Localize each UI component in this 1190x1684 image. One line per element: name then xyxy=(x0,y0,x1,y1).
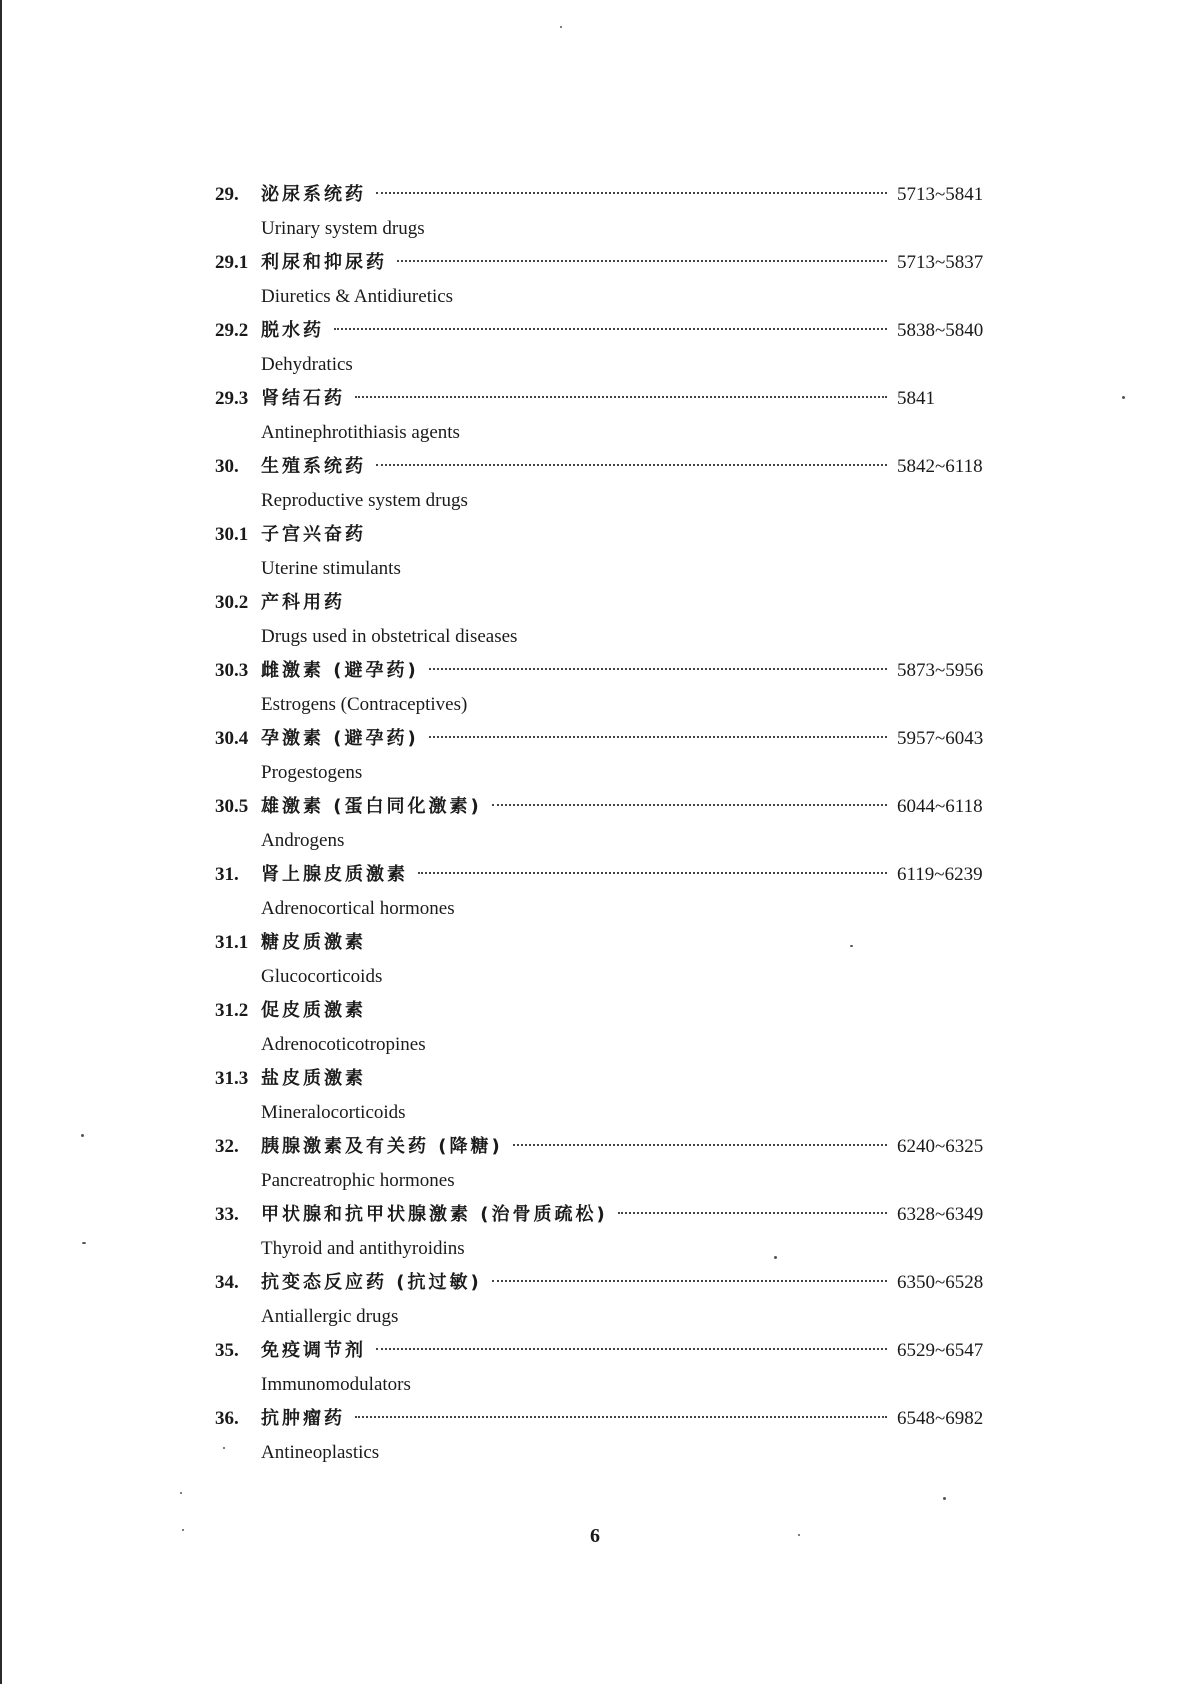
toc-entry-title-zh: 脱水药 xyxy=(261,320,324,341)
toc-entry-title-zh: 糖皮质激素 xyxy=(261,932,366,953)
toc-entry-title-zh: 子宫兴奋药 xyxy=(261,524,366,545)
toc-entry xyxy=(215,1334,1005,1402)
dot-leader xyxy=(355,396,887,398)
toc-entry xyxy=(215,1130,1005,1198)
scan-speck xyxy=(82,1242,86,1244)
toc-entry-heading xyxy=(215,314,1005,348)
toc-entry xyxy=(215,994,1005,1062)
toc-entry-heading xyxy=(215,994,1005,1028)
page-number: 6 xyxy=(590,1525,600,1547)
toc-entry-pages: 5838~5840 xyxy=(897,320,984,341)
toc-entry-heading xyxy=(215,722,1005,756)
toc-entry-number: 29.2 xyxy=(215,320,249,341)
toc-entry-heading xyxy=(215,1198,1005,1232)
scan-speck xyxy=(182,1529,184,1531)
toc-entry-number: 29.3 xyxy=(215,388,249,409)
scan-speck xyxy=(774,1256,777,1259)
toc-entry xyxy=(215,518,1005,586)
toc-entry-title-en: Antiallergic drugs xyxy=(261,1306,399,1327)
toc-entry-title-zh: 胰腺激素及有关药 (降糖) xyxy=(261,1136,503,1157)
toc-entry xyxy=(215,450,1005,518)
toc-entry-number: 30.3 xyxy=(215,660,249,681)
toc-entry-title-zh: 抗肿瘤药 xyxy=(261,1408,345,1429)
dot-leader xyxy=(429,736,887,738)
scan-speck xyxy=(798,1534,800,1536)
toc-entry-heading xyxy=(215,858,1005,892)
toc-entry-pages: 5957~6043 xyxy=(897,728,984,749)
toc-entry-title-en: Antineoplastics xyxy=(261,1442,380,1463)
toc-entry-number: 30.5 xyxy=(215,796,249,817)
dot-leader xyxy=(618,1212,887,1214)
toc-entry xyxy=(215,382,1005,450)
toc-entry xyxy=(215,1062,1005,1130)
toc-entry-heading xyxy=(215,586,1005,620)
dot-leader xyxy=(397,260,887,262)
toc-entry-title-en: Adrenocortical hormones xyxy=(261,898,455,919)
toc-entry-title-zh: 雄激素 (蛋白同化激素) xyxy=(261,796,482,817)
dot-leader xyxy=(492,1280,887,1282)
dot-leader xyxy=(355,1416,887,1418)
toc-entry-title-zh: 产科用药 xyxy=(261,592,345,613)
toc-entry xyxy=(215,314,1005,382)
dot-leader xyxy=(376,1348,887,1350)
toc-entry-pages: 6548~6982 xyxy=(897,1408,984,1429)
toc-entry-heading xyxy=(215,1062,1005,1096)
toc-entry-title-en: Progestogens xyxy=(261,762,363,783)
toc-entry xyxy=(215,1402,1005,1470)
toc-entry-number: 29.1 xyxy=(215,252,249,273)
toc-entry xyxy=(215,246,1005,314)
toc-entry xyxy=(215,1198,1005,1266)
toc-entry-heading xyxy=(215,518,1005,552)
toc-entry-title-en: Androgens xyxy=(261,830,345,851)
toc-entry-title-zh: 生殖系统药 xyxy=(261,456,366,477)
toc-entry-pages: 6119~6239 xyxy=(897,864,983,885)
toc-entry-pages: 6529~6547 xyxy=(897,1340,984,1361)
toc-entry-title-en: Thyroid and antithyroidins xyxy=(261,1238,465,1259)
scan-speck xyxy=(943,1497,946,1500)
dot-leader xyxy=(492,804,887,806)
toc-entry xyxy=(215,586,1005,654)
dot-leader xyxy=(376,464,887,466)
toc-entry-title-zh: 孕激素 (避孕药) xyxy=(261,728,419,749)
toc-entry-title-en: Glucocorticoids xyxy=(261,966,383,987)
toc-entry xyxy=(215,926,1005,994)
toc-entry-number: 36. xyxy=(215,1408,239,1429)
toc-entry-heading xyxy=(215,450,1005,484)
toc-entry xyxy=(215,654,1005,722)
toc-entry-number: 30. xyxy=(215,456,239,477)
toc-entry-number: 30.4 xyxy=(215,728,249,749)
toc-entry-number: 31. xyxy=(215,864,239,885)
toc-entry-title-en: Dehydratics xyxy=(261,354,353,375)
scan-speck xyxy=(180,1492,182,1494)
toc-entry-heading xyxy=(215,1266,1005,1300)
toc-entry-pages: 5842~6118 xyxy=(897,456,983,477)
toc-entry-heading xyxy=(215,1130,1005,1164)
scan-speck xyxy=(223,1447,225,1449)
scan-speck xyxy=(1122,396,1125,399)
toc-entry-number: 30.1 xyxy=(215,524,249,545)
toc-entry-heading xyxy=(215,654,1005,688)
toc-entry-title-en: Pancreatrophic hormones xyxy=(261,1170,455,1191)
scan-speck xyxy=(560,26,562,28)
toc-entry-number: 35. xyxy=(215,1340,239,1361)
scan-speck xyxy=(81,1134,84,1137)
toc-entry-pages: 5873~5956 xyxy=(897,660,984,681)
toc-entry-title-zh: 肾上腺皮质激素 xyxy=(261,864,408,885)
toc-entry-title-zh: 抗变态反应药 (抗过敏) xyxy=(261,1272,482,1293)
dot-leader xyxy=(429,668,887,670)
toc-entry-pages: 6328~6349 xyxy=(897,1204,984,1225)
table-of-contents xyxy=(215,178,1005,1470)
dot-leader xyxy=(513,1144,887,1146)
toc-entry-heading xyxy=(215,178,1005,212)
toc-entry-number: 30.2 xyxy=(215,592,249,613)
toc-entry-number: 31.3 xyxy=(215,1068,249,1089)
toc-entry-heading xyxy=(215,926,1005,960)
toc-entry-pages: 6044~6118 xyxy=(897,796,983,817)
toc-entry xyxy=(215,178,1005,246)
toc-entry-title-zh: 甲状腺和抗甲状腺激素 (治骨质疏松) xyxy=(261,1204,608,1225)
toc-entry xyxy=(215,722,1005,790)
toc-entry-title-en: Diuretics & Antidiuretics xyxy=(261,286,454,307)
scan-edge xyxy=(0,0,2,1684)
toc-entry-number: 29. xyxy=(215,184,239,205)
scan-speck xyxy=(850,945,853,947)
toc-entry-number: 32. xyxy=(215,1136,239,1157)
toc-entry-title-en: Reproductive system drugs xyxy=(261,490,468,511)
toc-entry-title-en: Drugs used in obstetrical diseases xyxy=(261,626,518,647)
toc-entry-title-en: Mineralocorticoids xyxy=(261,1102,406,1123)
toc-entry-title-zh: 盐皮质激素 xyxy=(261,1068,366,1089)
toc-entry-pages: 5713~5841 xyxy=(897,184,984,205)
toc-entry xyxy=(215,858,1005,926)
toc-entry-heading xyxy=(215,1334,1005,1368)
toc-entry-number: 34. xyxy=(215,1272,239,1293)
toc-entry-pages: 6240~6325 xyxy=(897,1136,984,1157)
toc-entry xyxy=(215,1266,1005,1334)
toc-entry-pages: 6350~6528 xyxy=(897,1272,984,1293)
dot-leader xyxy=(418,872,887,874)
toc-entry-number: 31.2 xyxy=(215,1000,249,1021)
toc-entry-heading xyxy=(215,1402,1005,1436)
toc-entry-title-en: Estrogens (Contraceptives) xyxy=(261,694,468,715)
toc-entry xyxy=(215,790,1005,858)
toc-entry-title-zh: 促皮质激素 xyxy=(261,1000,366,1021)
dot-leader xyxy=(334,328,887,330)
toc-entry-heading xyxy=(215,382,1005,416)
toc-entry-number: 33. xyxy=(215,1204,239,1225)
toc-entry-title-zh: 泌尿系统药 xyxy=(261,184,366,205)
toc-entry-number: 31.1 xyxy=(215,932,249,953)
toc-entry-heading xyxy=(215,246,1005,280)
toc-entry-title-zh: 肾结石药 xyxy=(261,388,345,409)
toc-entry-title-en: Urinary system drugs xyxy=(261,218,425,239)
toc-entry-title-en: Immunomodulators xyxy=(261,1374,411,1395)
toc-entry-title-zh: 雌激素 (避孕药) xyxy=(261,660,419,681)
toc-entry-title-en: Antinephrotithiasis agents xyxy=(261,422,460,443)
toc-entry-title-zh: 免疫调节剂 xyxy=(261,1340,366,1361)
toc-entry-pages: 5713~5837 xyxy=(897,252,984,273)
toc-entry-heading xyxy=(215,790,1005,824)
toc-entry-title-en: Uterine stimulants xyxy=(261,558,401,579)
dot-leader xyxy=(376,192,887,194)
toc-entry-title-zh: 利尿和抑尿药 xyxy=(261,252,387,273)
toc-entry-title-en: Adrenocoticotropines xyxy=(261,1034,426,1055)
toc-entry-pages: 5841 xyxy=(897,388,935,409)
